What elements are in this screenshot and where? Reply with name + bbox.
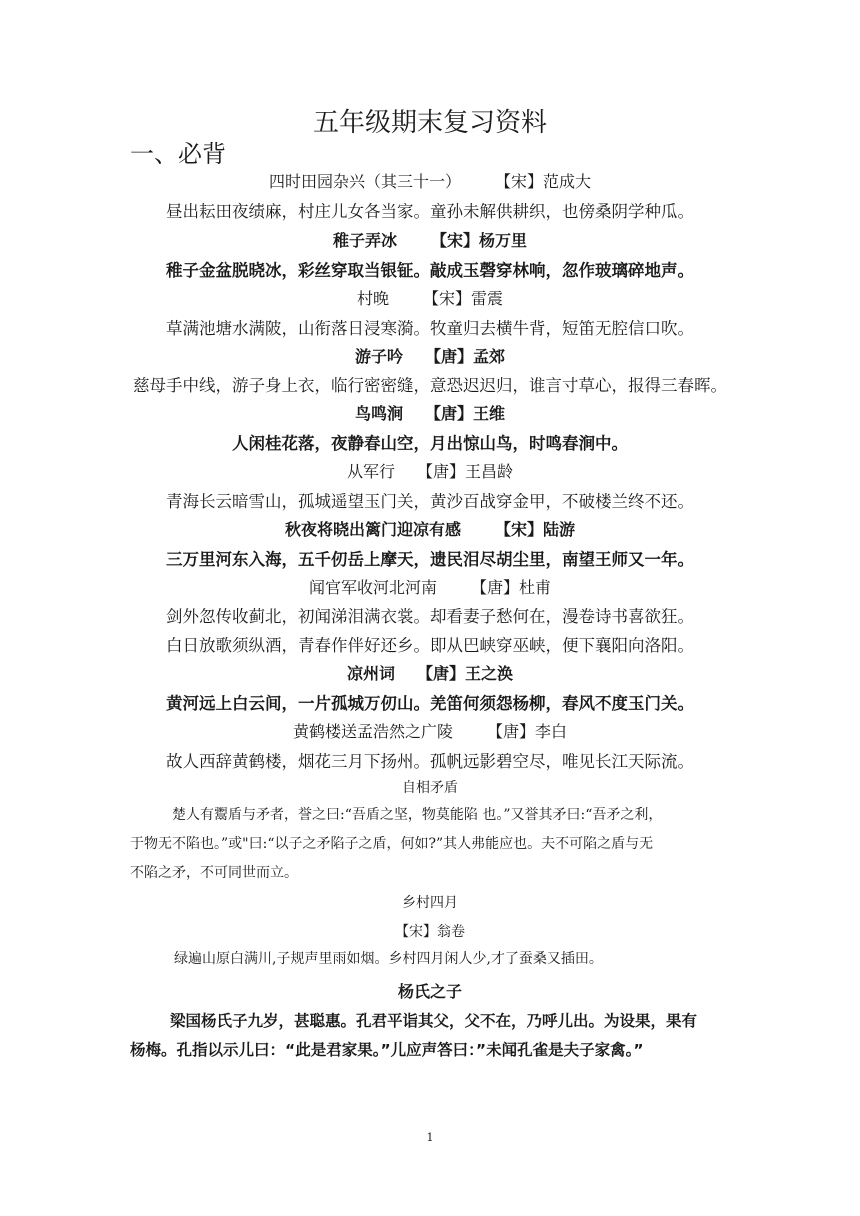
poem-title: 游子吟 <box>354 347 403 366</box>
poem-author: 【唐】王之涣 <box>417 664 514 683</box>
poem-title: 闻官军收河北河南 <box>308 578 437 597</box>
poem-author: 【宋】雷震 <box>423 289 504 308</box>
poem-line: 青海长云暗雪山，孤城遥望玉门关，黄沙百战穿金甲，不破楼兰终不还。 <box>166 492 694 511</box>
prose-line: 不陷之矛，不可同世而立。 <box>130 865 298 881</box>
prose-line: 楚人有鬻盾与矛者，誉之曰:“吾盾之坚，物莫能陷 也。”又誉其矛曰:“吾矛之利， <box>172 807 663 823</box>
poem-title: 从军行 <box>346 462 395 481</box>
page-title: 五年级期末复习资料 <box>312 108 547 138</box>
poem-line: 稚子金盆脱晓冰，彩丝穿取当银钲。敲成玉磬穿林响，忽作玻璃碎地声。 <box>166 261 694 280</box>
poem-author: 【唐】杜甫 <box>471 578 552 597</box>
poem-line: 人闲桂花落，夜静春山空，月出惊山鸟，时鸣春涧中。 <box>232 434 628 453</box>
poem-title: 乡村四月 <box>402 895 458 911</box>
prose-line: 梁国杨氏子九岁，甚聪惠。孔君平诣其父，父不在，乃呼儿出。为设果，果有 <box>170 1012 698 1030</box>
poem-heading <box>0 575 860 598</box>
poem-line: 绿遍山原白满川,子规声里雨如烟。乡村四月闲人少,才了蚕桑又插田。 <box>174 951 603 967</box>
poem-title: 秋夜将晓出篱门迎凉有感 <box>284 520 461 539</box>
prose-title: 自相矛盾 <box>402 780 458 796</box>
poem-line: 草满池塘水满陂，山衔落日浸寒漪。牧童归去横牛背，短笛无腔信口吹。 <box>166 319 694 338</box>
poem-heading <box>0 517 860 540</box>
poem-author: 【宋】范成大 <box>495 172 592 191</box>
poem-title: 鸟鸣涧 <box>354 404 403 423</box>
poem-title: 稚子弄冰 <box>332 231 397 250</box>
poem-heading <box>0 286 860 309</box>
poem-title: 四时田园杂兴（其三十一） <box>268 172 461 191</box>
poem-heading <box>0 169 860 192</box>
poem-author: 【唐】王昌龄 <box>417 462 514 481</box>
poem-line: 黄河远上白云间，一片孤城万仞山。羌笛何须怨杨柳，春风不度玉门关。 <box>166 694 694 713</box>
poem-author: 【唐】李白 <box>487 722 568 741</box>
poem-author: 【宋】杨万里 <box>431 231 528 250</box>
page-number: 1 <box>426 1131 434 1144</box>
poem-line: 白日放歌须纵酒，青春作伴好还乡。即从巴峡穿巫峡，便下襄阳向洛阳。 <box>166 636 694 655</box>
poem-author: 【唐】王维 <box>425 404 506 423</box>
poem-heading <box>0 228 860 251</box>
poem-heading <box>0 459 860 482</box>
poem-line: 故人西辞黄鹤楼，烟花三月下扬州。孤帆远影碧空尽，唯见长江天际流。 <box>166 752 694 771</box>
poem-author: 【宋】陆游 <box>495 520 576 539</box>
poem-author: 【宋】翁卷 <box>395 924 465 940</box>
prose-line: 杨梅。孔指以示儿曰：“此是君家果。”儿应声答曰：”未闻孔雀是夫子家禽。” <box>130 1041 644 1059</box>
poem-author: 【唐】孟郊 <box>425 347 506 366</box>
poem-title: 凉州词 <box>346 664 395 683</box>
poem-line: 昼出耘田夜绩麻，村庄儿女各当家。童孙未解供耕织，也傍桑阴学种瓜。 <box>166 202 694 221</box>
poem-title: 村晚 <box>356 289 389 308</box>
poem-line: 三万里河东入海，五千仞岳上摩天，遗民泪尽胡尘里，南望王师又一年。 <box>166 550 694 569</box>
poem-title: 黄鹤楼送孟浩然之广陵 <box>292 722 453 741</box>
poem-heading <box>0 719 860 742</box>
poem-heading <box>0 401 860 424</box>
poem-line: 剑外忽传收蓟北，初闻涕泪满衣裳。却看妻子愁何在，漫卷诗书喜欲狂。 <box>166 607 694 626</box>
prose-title: 杨氏之子 <box>397 982 462 1001</box>
poem-heading <box>0 344 860 367</box>
prose-line: 于物无不陷也。”或"曰:“以子之矛陷子之盾，何如?”其人弗能应也。夫不可陷之盾与无 <box>130 836 654 852</box>
poem-heading <box>0 661 860 684</box>
poem-line: 慈母手中线，游子身上衣，临行密密缝，意恐迟迟归，谁言寸草心，报得三春晖。 <box>133 376 727 395</box>
section-heading: 一、必背 <box>130 140 226 168</box>
